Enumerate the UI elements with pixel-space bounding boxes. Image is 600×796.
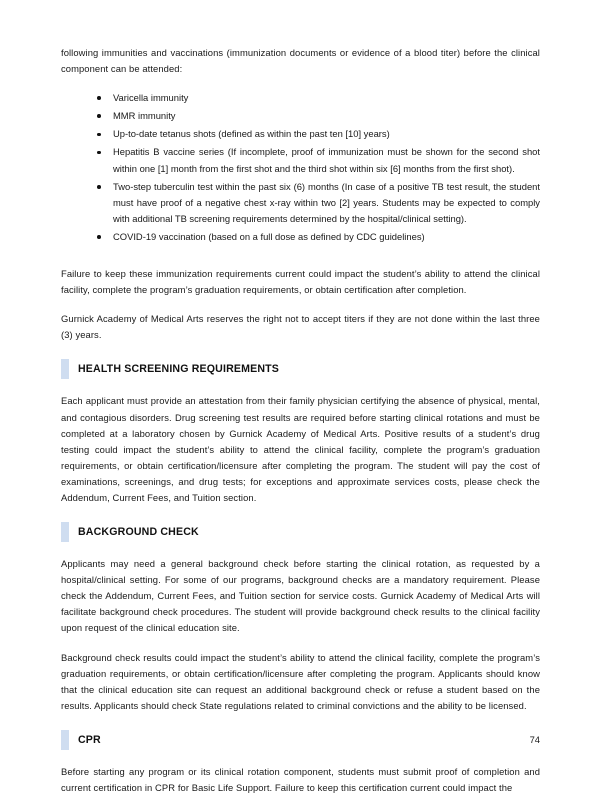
background-check-paragraph-1: Applicants may need a general background check before starting the clinical rotation, as requested by a hospital/clinical setting. For some of our programs, background checks are a mandatory requirement. Please check the Addendum, Current Fees, and Tuition section for service costs. Gurnick Academy of Medical Arts will facilitate background check procedures. The student will provide background check results to the clinical facility upon request of the clinical education site. [61, 558, 540, 634]
list-item [61, 144, 540, 176]
titers-paragraph: Gurnick Academy of Medical Arts reserves the right not to accept titers if they are not done within the last three (3) years. [61, 313, 540, 341]
list-item [61, 126, 540, 142]
section-heading-health-screening [61, 359, 540, 379]
background-check-paragraph-2: Background check results could impact the student’s ability to attend the clinical facility, complete the program’s graduation requirements, or obtain certification/licensure after completing the program. Applicants should know that the clinical education site can request an additional background check or refuse a student based on the results. Applicants should check State regulations related to criminal convictions and the ability to be licensed. [61, 651, 540, 711]
list-item [61, 179, 540, 227]
list-item [61, 108, 540, 124]
immunization-bullet-list [61, 90, 540, 245]
page-content [61, 45, 540, 796]
section-heading-background-check [61, 522, 540, 542]
heading-label: HEALTH SCREENING REQUIREMENTS [78, 363, 279, 376]
list-item-label: Varicella immunity [113, 92, 189, 104]
bullet-icon [97, 133, 101, 137]
list-item [61, 229, 540, 245]
cpr-paragraph-1: Before starting any program or its clinical rotation component, students must submit proof of completion and current certification in CPR for Basic Life Support. Failure to keep this certification current could impact the [61, 765, 540, 793]
heading-label: CPR [78, 733, 101, 746]
page-number: 74 [529, 734, 540, 745]
list-item-label: Two-step tuberculin test within the past six (6) months (In case of a positive TB test result, the student must have proof of a negative chest x-ray within two [2] years. Students may be expected to comply with additional TB screening requirements determined by the hospital/clinical setting). [113, 180, 540, 224]
health-screening-paragraph-1: Each applicant must provide an attestation from their family physician certifying the absence of physical, mental, and contagious disorders. Drug screening test results are required before starting clinical rotations and must be completed at a laboratory chosen by Gurnick Academy of Medical Arts. Positive results of a student’s drug testing could impact the student’s ability to attend the clinical facility, complete the program’s graduation requirements, or obtain certification/licensure after completing the program. The student will pay the cost of examinations, screenings, and drug tests; for exceptions and approximate services costs, please check the Addendum, Current Fees, and Tuition section. [61, 395, 540, 503]
intro-paragraph: following immunities and vaccinations (immunization documents or evidence of a blood titer) before the clinical component can be attended: [61, 47, 540, 75]
bullet-icon [97, 114, 101, 118]
list-item-label: Up-to-date tetanus shots (defined as within the past ten [10] years) [113, 128, 390, 140]
list-item-label: MMR immunity [113, 110, 176, 122]
list-item-label: COVID-19 vaccination (based on a full dose as defined by CDC guidelines) [113, 230, 425, 242]
failure-paragraph: Failure to keep these immunization requirements current could impact the student’s ability to attend the clinical facility, complete the program’s graduation requirements, or obtain certification after completion. [61, 268, 540, 296]
list-item [61, 90, 540, 106]
bullet-icon [97, 151, 101, 155]
heading-accent-bar-icon [61, 522, 69, 542]
heading-accent-bar-icon [61, 359, 69, 379]
spacer [61, 258, 540, 266]
list-item-label: Hepatitis B vaccine series (If incomplete, proof of immunization must be shown for the second shot within one [1] month from the first shot and the third shot within six [6] months from the first shot). [113, 146, 540, 174]
heading-label: BACKGROUND CHECK [78, 526, 199, 539]
bullet-icon [97, 96, 101, 100]
bullet-icon [97, 235, 101, 239]
bullet-icon [97, 185, 101, 189]
